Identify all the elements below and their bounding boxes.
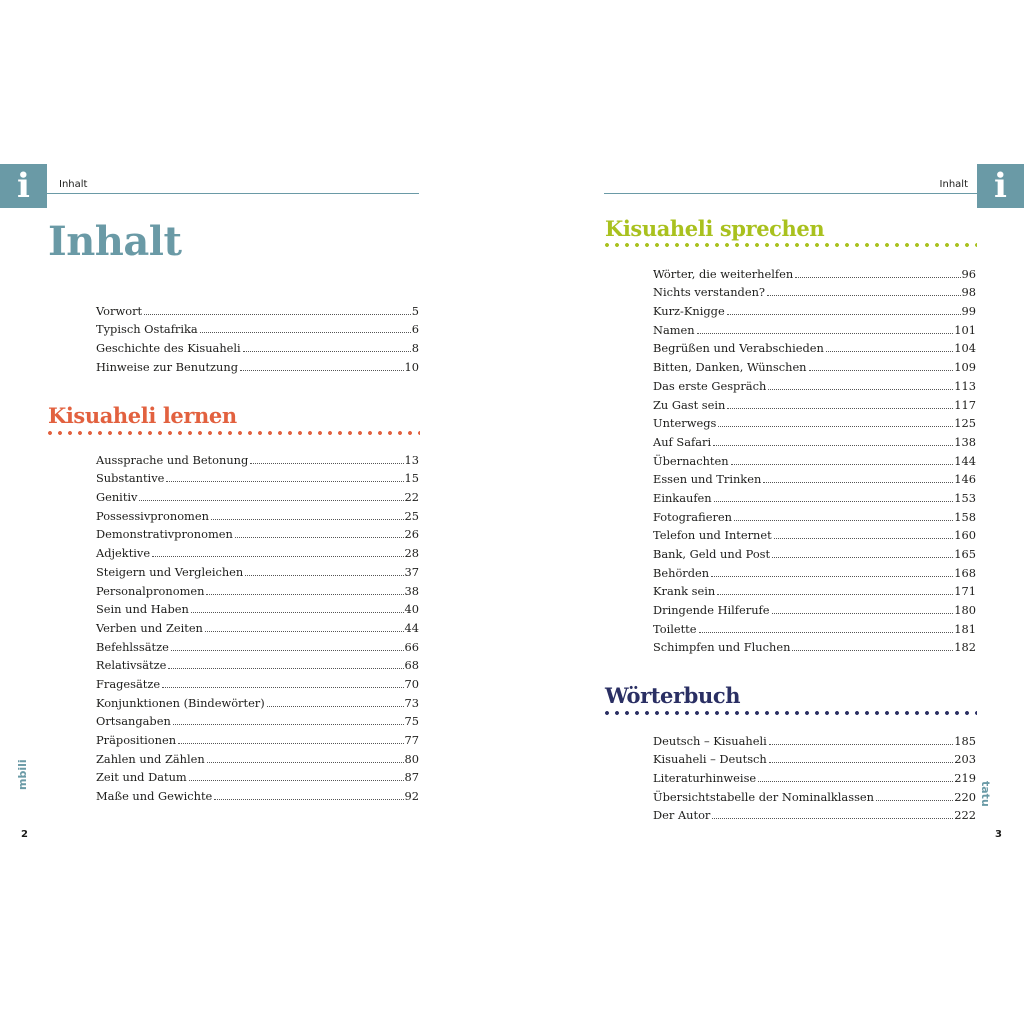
dot-leader	[712, 818, 953, 819]
toc-entry	[96, 355, 419, 374]
toc-entry-title: Maße und Gewichte	[96, 789, 213, 804]
toc-entry	[653, 748, 976, 767]
toc-entry-page: 220	[954, 789, 976, 804]
dot-leader	[734, 520, 953, 521]
toc-entry-page: 168	[954, 565, 976, 580]
toc-entry-page: 146	[954, 472, 976, 487]
toc-entry-title: Personalpronomen	[96, 583, 205, 598]
toc-entry-title: Steigern und Vergleichen	[96, 564, 244, 579]
toc-entry	[653, 804, 976, 823]
header-rule	[47, 193, 419, 194]
toc-entry-title: Begrüßen und Verabschieden	[653, 341, 824, 356]
toc-entry-title: Übersichtstabelle der Nominalklassen	[653, 789, 874, 804]
toc-entry-page: 26	[404, 527, 419, 542]
dot-leader	[267, 706, 404, 707]
toc-entry-page: 13	[404, 452, 419, 467]
dot-leader	[809, 370, 954, 371]
dot-leader	[171, 650, 404, 651]
toc-entry-title: Geschichte des Kisuaheli	[96, 341, 241, 356]
toc-entry	[96, 467, 419, 486]
dot-leader	[235, 537, 404, 538]
toc-entry	[653, 468, 976, 487]
toc-entry-title: Possessivpronomen	[96, 508, 209, 523]
toc-entry-title: Behörden	[653, 565, 710, 580]
toc-entry	[96, 784, 419, 803]
dot-leader	[876, 800, 953, 801]
dot-leader	[173, 724, 404, 725]
toc-entry-page: 104	[954, 341, 976, 356]
toc-entry-page: 37	[404, 564, 419, 579]
running-header: Inhalt	[59, 179, 88, 190]
toc-entry	[96, 448, 419, 467]
toc-entry	[653, 337, 976, 356]
dot-leader	[206, 594, 403, 595]
toc-entry-page: 203	[954, 752, 976, 767]
dot-leader	[162, 687, 403, 688]
dot-leader	[144, 314, 411, 315]
toc-entry	[96, 579, 419, 598]
toc-entry-title: Präpositionen	[96, 733, 177, 747]
dot-leader	[792, 650, 953, 651]
toc-entry-page: 10	[404, 359, 419, 374]
toc-entry	[653, 542, 976, 561]
dot-leader	[727, 408, 953, 409]
toc-entry	[653, 299, 976, 318]
page-number: 3	[995, 829, 1002, 840]
toc-entry	[653, 318, 976, 337]
toc-entry-title: Deutsch – Kisuaheli	[653, 733, 767, 748]
toc-entry-page: 144	[954, 453, 976, 468]
toc-entry	[653, 486, 976, 505]
toc-entry	[96, 485, 419, 504]
toc-entry-title: Kurz-Knigge	[653, 304, 725, 319]
toc-entry	[96, 654, 419, 673]
dot-leader	[768, 389, 953, 390]
toc-entry-title: Toilette	[653, 621, 697, 636]
dot-leader	[152, 556, 403, 557]
toc-entry	[653, 636, 976, 655]
toc-entry-title: Demonstrativpronomen	[96, 527, 233, 542]
toc-entry	[96, 299, 419, 318]
toc-entry-page: 219	[954, 771, 976, 786]
dot-leader	[200, 332, 411, 333]
dot-leader	[697, 333, 954, 334]
toc-entry-page: 66	[404, 639, 419, 654]
toc-entry-page: 185	[954, 733, 976, 748]
toc-entry	[96, 504, 419, 523]
toc-entry-title: Fragesätze	[96, 676, 161, 691]
toc-entry-title: Aussprache und Betonung	[96, 452, 249, 467]
toc-entry-page: 153	[954, 490, 976, 505]
side-label-mbili: mbili	[16, 759, 29, 790]
toc-entry-title: Namen	[653, 322, 695, 337]
dot-leader	[250, 463, 403, 464]
toc-entry-page: 8	[411, 341, 419, 356]
toc-entry	[96, 691, 419, 710]
toc-entry-page: 160	[954, 528, 976, 543]
toc-entry-page: 99	[961, 304, 976, 319]
toc-entry-page: 165	[954, 547, 976, 561]
toc-entry-page: 113	[954, 378, 976, 393]
toc-entry	[653, 393, 976, 412]
toc-entry	[653, 729, 976, 748]
toc-entry	[96, 766, 419, 785]
toc-entry-title: Substantive	[96, 471, 165, 486]
toc-entry	[653, 524, 976, 543]
info-badge-icon: i	[977, 164, 1024, 208]
toc-entry-page: 222	[954, 808, 976, 823]
toc-entry-title: Auf Safari	[653, 434, 712, 449]
toc-entry-page: 38	[404, 583, 419, 598]
dot-leader	[166, 481, 403, 482]
section-dots-lernen	[48, 431, 420, 435]
dot-leader	[205, 631, 404, 632]
dot-leader	[699, 632, 954, 633]
toc-entry-title: Sein und Haben	[96, 602, 189, 617]
toc-intro-list	[96, 299, 419, 374]
toc-entry-page: 182	[954, 640, 976, 655]
toc-entry-title: Zeit und Datum	[96, 770, 187, 785]
toc-entry	[96, 635, 419, 654]
toc-entry	[653, 617, 976, 636]
dot-leader	[178, 743, 403, 744]
toc-entry-page: 70	[404, 676, 419, 691]
toc-entry	[96, 728, 419, 747]
toc-entry-title: Telefon und Internet	[653, 528, 772, 543]
toc-entry-title: Zahlen und Zählen	[96, 751, 205, 766]
toc-entry-title: Hinweise zur Benutzung	[96, 359, 238, 374]
toc-entry-page: 180	[954, 603, 976, 618]
toc-entry	[653, 281, 976, 300]
dot-leader	[713, 445, 953, 446]
toc-entry-title: Nichts verstanden?	[653, 285, 766, 300]
toc-entry-title: Der Autor	[653, 808, 711, 823]
dot-leader	[769, 744, 953, 745]
toc-lernen-list	[96, 448, 419, 803]
dot-leader	[772, 557, 953, 558]
dot-leader	[189, 780, 404, 781]
toc-entry-title: Fotografieren	[653, 509, 732, 524]
toc-entry	[96, 598, 419, 617]
toc-entry-title: Verben und Zeiten	[96, 620, 203, 635]
toc-entry	[653, 505, 976, 524]
toc-entry	[96, 336, 419, 355]
toc-entry-page: 80	[404, 751, 419, 766]
dot-leader	[245, 575, 403, 576]
dot-leader	[772, 613, 954, 614]
toc-entry-page: 22	[404, 490, 419, 505]
page-title: Inhalt	[48, 218, 182, 265]
toc-entry-page: 77	[404, 733, 419, 747]
dot-leader	[769, 762, 953, 763]
toc-entry	[96, 710, 419, 729]
toc-entry-page: 96	[961, 266, 976, 281]
section-dots-woerterbuch	[605, 711, 977, 715]
toc-entry-page: 101	[954, 322, 976, 337]
toc-entry-title: Genitiv	[96, 490, 138, 505]
dot-leader	[139, 500, 403, 501]
toc-entry	[653, 262, 976, 281]
toc-entry	[653, 449, 976, 468]
toc-entry-title: Vorwort	[96, 303, 143, 318]
toc-entry-page: 181	[954, 621, 976, 636]
toc-entry-title: Konjunktionen (Bindewörter)	[96, 695, 265, 710]
toc-entry-page: 171	[954, 584, 976, 599]
dot-leader	[767, 295, 960, 296]
toc-entry-title: Krank sein	[653, 584, 716, 599]
toc-entry-page: 40	[404, 602, 419, 617]
section-title-lernen: Kisuaheli lernen	[48, 403, 237, 428]
toc-entry-title: Ortsangaben	[96, 714, 171, 729]
toc-entry-title: Einkaufen	[653, 490, 712, 505]
toc-entry-page: 109	[954, 360, 976, 375]
toc-entry-page: 5	[411, 303, 419, 318]
dot-leader	[714, 501, 954, 502]
dot-leader	[795, 277, 960, 278]
dot-leader	[774, 538, 954, 539]
toc-woerterbuch-list	[653, 729, 976, 822]
page-number: 2	[21, 829, 28, 840]
dot-leader	[826, 351, 953, 352]
toc-entry-page: 87	[404, 770, 419, 785]
toc-entry-page: 68	[404, 658, 419, 673]
toc-entry	[653, 598, 976, 617]
toc-entry-page: 125	[954, 416, 976, 431]
dot-leader	[240, 370, 404, 371]
toc-entry-page: 44	[404, 620, 419, 635]
toc-entry-page: 73	[404, 695, 419, 710]
toc-entry	[96, 541, 419, 560]
dot-leader	[727, 314, 961, 315]
toc-entry	[653, 355, 976, 374]
toc-entry-page: 75	[404, 714, 419, 729]
dot-leader	[711, 576, 953, 577]
dot-leader	[717, 594, 953, 595]
toc-entry	[96, 523, 419, 542]
toc-entry-title: Bank, Geld und Post	[653, 547, 771, 561]
toc-entry-title: Adjektive	[96, 546, 151, 561]
toc-entry-title: Übernachten	[653, 453, 729, 468]
toc-entry-title: Unterwegs	[653, 416, 717, 431]
toc-entry-page: 15	[404, 471, 419, 486]
dot-leader	[731, 464, 954, 465]
dot-leader	[718, 426, 953, 427]
dot-leader	[168, 668, 403, 669]
toc-entry-title: Dringende Hilferufe	[653, 603, 770, 618]
toc-entry-title: Schimpfen und Fluchen	[653, 640, 791, 655]
dot-leader	[211, 519, 404, 520]
dot-leader	[191, 612, 404, 613]
section-dots-sprechen	[605, 243, 977, 247]
running-header: Inhalt	[939, 179, 968, 190]
section-title-woerterbuch: Wörterbuch	[605, 683, 741, 708]
section-title-sprechen: Kisuaheli sprechen	[605, 216, 825, 241]
right-page	[512, 0, 1024, 1024]
toc-entry	[96, 616, 419, 635]
dot-leader	[758, 781, 953, 782]
toc-entry-title: Relativsätze	[96, 658, 167, 673]
toc-sprechen-list	[653, 262, 976, 654]
dot-leader	[207, 762, 404, 763]
toc-entry-page: 98	[961, 285, 976, 300]
toc-entry-title: Essen und Trinken	[653, 472, 762, 487]
toc-entry	[653, 430, 976, 449]
header-rule	[604, 193, 977, 194]
toc-entry-title: Bitten, Danken, Wünschen	[653, 360, 807, 375]
toc-entry-page: 92	[404, 789, 419, 804]
toc-entry-page: 6	[411, 322, 419, 337]
info-badge-icon: i	[0, 164, 47, 208]
dot-leader	[763, 482, 953, 483]
toc-entry	[96, 672, 419, 691]
toc-entry-title: Wörter, die weiterhelfen	[653, 266, 794, 281]
toc-entry-page: 28	[404, 546, 419, 561]
toc-entry-title: Befehlssätze	[96, 639, 169, 654]
toc-entry	[653, 412, 976, 431]
toc-entry	[653, 785, 976, 804]
toc-entry	[96, 318, 419, 337]
toc-entry-title: Zu Gast sein	[653, 397, 726, 412]
toc-entry-page: 117	[954, 397, 976, 412]
toc-entry-page: 25	[404, 508, 419, 523]
toc-entry-page: 158	[954, 509, 976, 524]
toc-entry-title: Das erste Gespräch	[653, 378, 767, 393]
side-label-tatu: tatu	[979, 781, 992, 807]
toc-entry-title: Typisch Ostafrika	[96, 322, 198, 337]
dot-leader	[214, 799, 403, 800]
toc-entry	[653, 561, 976, 580]
toc-entry-title: Kisuaheli – Deutsch	[653, 752, 767, 767]
toc-entry	[653, 580, 976, 599]
toc-entry	[96, 560, 419, 579]
toc-entry	[96, 747, 419, 766]
toc-entry-title: Literaturhinweise	[653, 771, 757, 786]
toc-entry	[653, 766, 976, 785]
toc-entry-page: 138	[954, 434, 976, 449]
toc-entry	[653, 374, 976, 393]
dot-leader	[243, 351, 411, 352]
